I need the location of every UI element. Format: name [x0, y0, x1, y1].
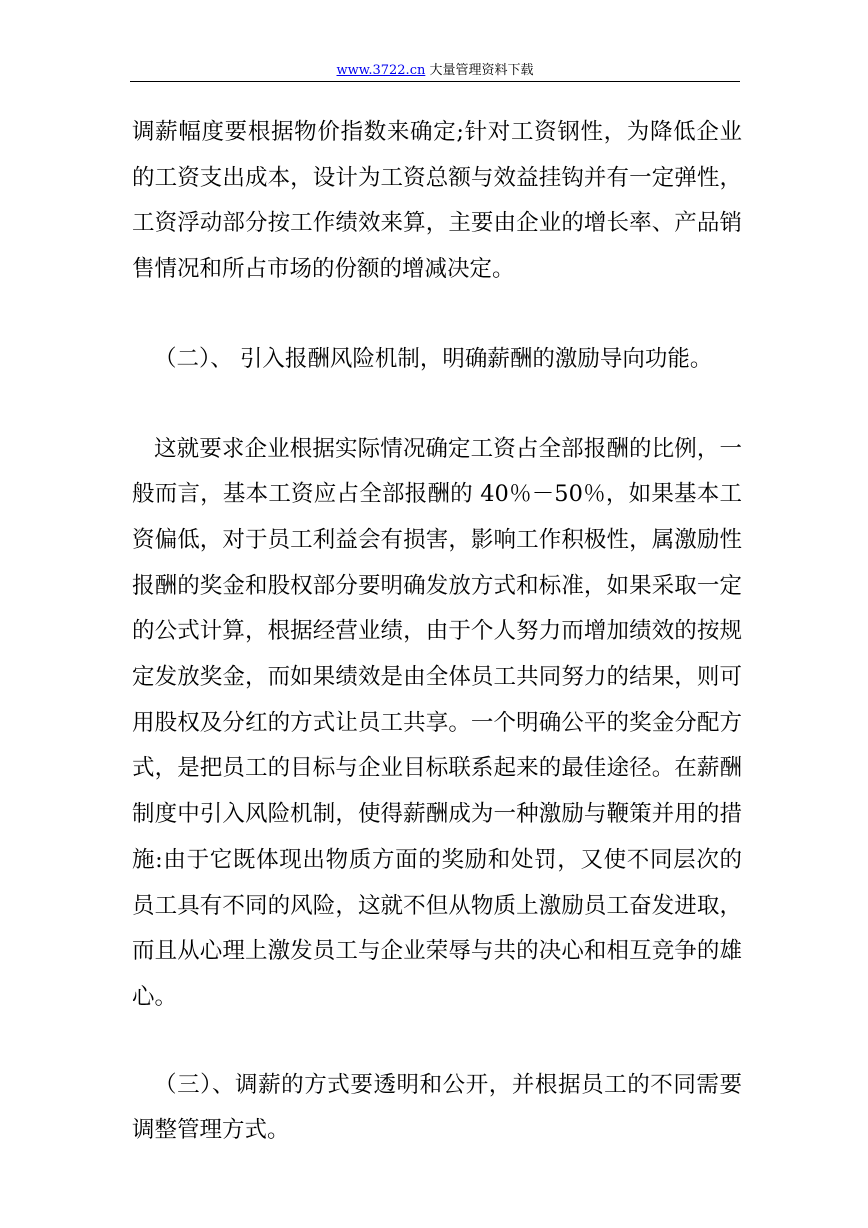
- document-body: [132, 110, 742, 1154]
- spacer: [132, 383, 742, 427]
- paragraph-salary-adjustment: 调薪幅度要根据物价指数来确定;针对工资钢性，为降低企业的工资支出成本，设计为工资总额与效益挂钩并有一定弹性，工资浮动部分按工作绩效来算，主要由企业的增长率、产品销售情况和所占市场的份额的增减决定。: [132, 119, 742, 283]
- site-link[interactable]: www.3722.cn: [336, 63, 426, 78]
- spacer: [132, 293, 742, 337]
- paragraph-risk-mechanism: 这就要求企业根据实际情况确定工资占全部报酬的比例，一般而言，基本工资应占全部报酬的 40％－50％，如果基本工资偏低，对于员工利益会有损害，影响工作积极性，属激励性报酬的奖金和股权部分要明确发放方式和标准，如果采取一定的公式计算，根据经营业绩，由于个人努力而增加绩效的按规定发放奖金，而如果绩效是由全体员工共同努力的结果，则可用股权及分红的方式让员工共享。一个明确公平的奖金分配方式，是把员工的目标与企业目标联系起来的最佳途径。在薪酬制度中引入风险机制，使得薪酬成为一种激励与鞭策并用的措施:由于它既体现出物质方面的奖励和处罚，又使不同层次的员工具有不同的风险，这就不但从物质上激励员工奋发进取，而且从心理上激发员工与企业荣辱与共的决心和相互竞争的雄心。: [132, 435, 742, 1010]
- spacer: [132, 1021, 742, 1063]
- header-tagline: 大量管理资料下载: [429, 63, 534, 78]
- page-header: [130, 62, 740, 80]
- header-divider: [130, 81, 740, 82]
- section-heading-2: （二）、 引入报酬风险机制，明确薪酬的激励导向功能。: [154, 345, 713, 372]
- section-heading-3: （三）、调薪的方式要透明和公开，并根据员工的不同需要调整管理方式。: [132, 1071, 742, 1144]
